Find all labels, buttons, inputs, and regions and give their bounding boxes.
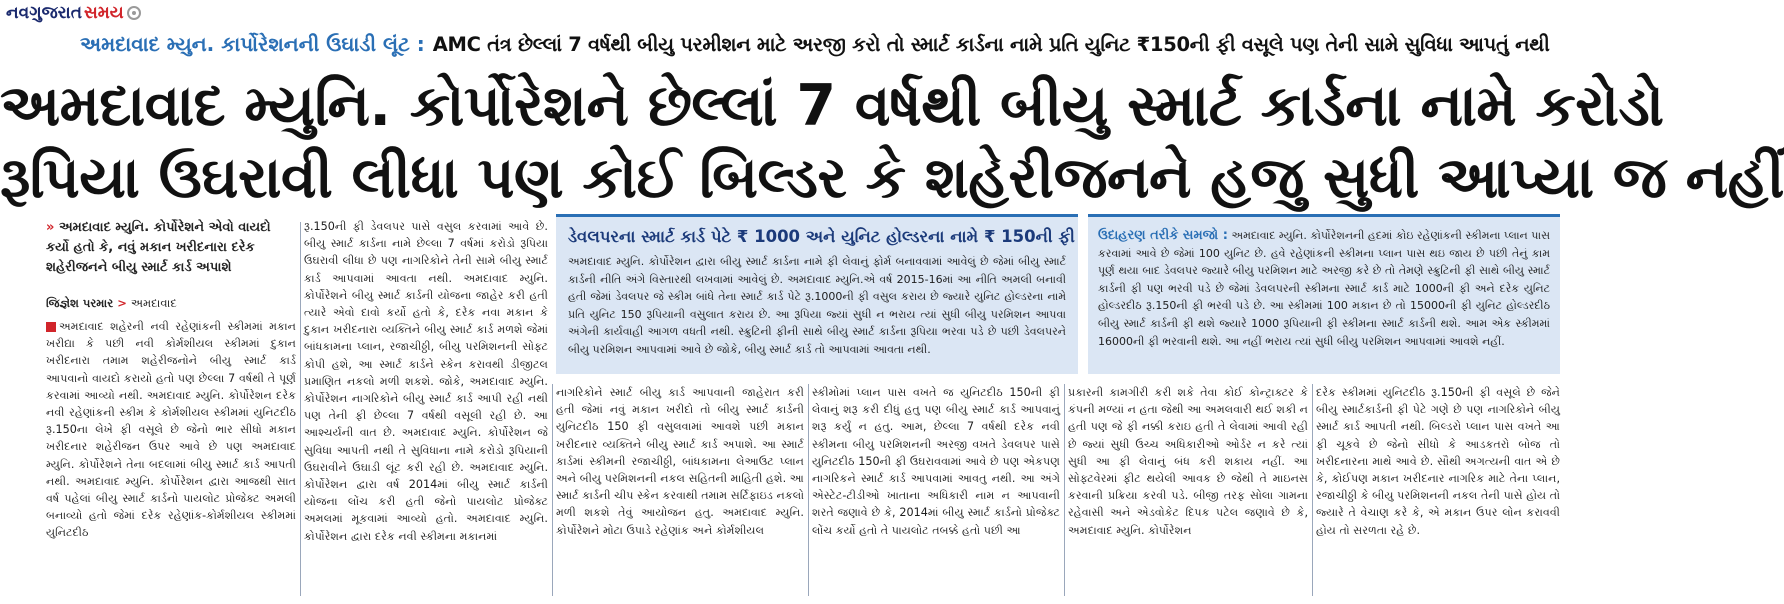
brand-primary: નવગુજરાત xyxy=(6,3,82,23)
deck-text: અમદાવાદ મ્યુનિ. કોર્પોરેશને એવો વાયદો કર્યો હતો કે, નવું મકાન ખરીદનારા દરેક શહેરીજનને બીયુ સ્માર્ટ કાર્ડ અપાશે xyxy=(46,220,271,275)
column-5-text: પ્રકારની કામગીરી કરી શકે તેવા કોઈ કોન્ટ્રાક્ટર કે કંપની મળ્યાં ન હતા જેથી આ અમલવારી થઈ શકી ન હતી પણ જે ફી નક્કી કરાઇ હતી તે લેવામાં આવી રહી છે જ્યાં સુધી ઉચ્ચ અધિકારીઓ ઓર્ડર ન કરે ત્યાં સુધી આ ફી લેવાનું બંધ કરી શકાય નહીં. આ સોફ્ટવેરમાં ફીટ થયેલી આવક છે જેથી તે માઇનસ કરવાની પ્રક્રિયા કરવી પડે. બીજી તરફ સોલા ગામના રહેવાસી અને એડવોકેટ દિપક પટેલ જણાવે છે કે, અમદાવાદ મ્યુનિ. કોર્પોરેશન xyxy=(1068,386,1308,537)
byline-name: જિજ્ઞેશ પરમાર xyxy=(46,296,114,310)
fee-box-title: ડેવલપરના સ્માર્ટ કાર્ડ પેટે ₹ 1000 અને યુનિટ હોલ્ડરના નામે ₹ 150ની ફી xyxy=(568,227,1075,246)
example-box-body: અમદાવાદ મ્યુનિ. કોર્પોરેશનની હદમાં કોઇ રહેણાંકની સ્કીમના પ્લાન પાસ કરવામાં આવે છે જેમાં 100 યુનિટ છે. હવે રહેણાંકની સ્કીમના પ્લાન પાસ થઇ જાય છે પછી તેનું કામ પૂર્ણ થયા બાદ ડેવલપર જ્યારે બીયુ પરમિશન માટે અરજી કરે છે તો તેમણે સ્ક્રુટિની ફી સાથે બીયુ સ્માર્ટ કાર્ડની ફી પણ ભરવી પડે છે જેમાં ડેવલપરની સ્કીમના સ્માર્ટ કાર્ડ માટે 1000ની ફી અને દરેક યુનિટ હોલ્ડરદીઠ રૂ.150ની ફી ભરવી પડે છે. આ સ્કીમમાં 100 મકાન છે તો 15000ની ફી યુનિટ હોલ્ડરદીઠ બીયુ સ્માર્ટ કાર્ડની ફી થશે જ્યારે 1000 રૂપિયાની ફી સ્કીમના સ્માર્ટ કાર્ડની થશે. આમ એક સ્કીમમાં 16000ની ફી ભરવાની થશે. આ નહીં ભરાય ત્યાં સુધી બીયુ પરમિશન આપવામાં આવશે નહીં. xyxy=(1098,229,1550,348)
kicker-lead: અમદાવાદ મ્યુન. કાર્પોરેશનની ઉઘાડી લૂંટ : xyxy=(80,32,425,56)
masthead xyxy=(6,2,141,24)
brand-logo-icon xyxy=(127,6,141,20)
column-3 xyxy=(556,384,804,600)
column-divider xyxy=(1312,384,1313,596)
headline xyxy=(0,70,1784,214)
column-6-text: દરેક સ્કીમમાં યુનિટદીઠ રૂ.150ની ફી વસૂલે છે જેને બીયુ સ્માર્ટકાર્ડની ફી પેટે ગણે છે પણ નાગરિકોને બીયુ સ્માર્ટ કાર્ડ આપતી નથી. બિલ્ડરો પ્લાન પાસ વખતે આ ફી ચૂકવે છે જેનો સીધો કે આડકતરો બોજ તો ખરીદનારના માથે આવે છે. સૌથી અગત્યની વાત એ છે કે, કોઈપણ મકાન ખરીદનાર નાગરિક માટે તેના પ્લાન, રજાચીઠ્ઠી કે બીયુ પરમિશનની નકલ તેની પાસે હોય તો જ્યારે તે વેચાણ કરે કે, એ મકાન ઉપર લોન કરાવવી હોય તો સરળતા રહે છે. xyxy=(1316,386,1560,537)
byline-arrow-icon: > xyxy=(117,296,127,310)
example-box xyxy=(1088,214,1560,374)
headline-line-1: અમદાવાદ મ્યુનિ. કોર્પોરેશને છેલ્લાં 7 વર્ષથી બીયુ સ્માર્ટ કાર્ડના નામે કરોડો xyxy=(0,73,1664,139)
column-4 xyxy=(812,384,1060,600)
fee-box-body: અમદાવાદ મ્યુનિ. કોર્પોરેશન દ્વારા બીયુ સ્માર્ટ કાર્ડના નામે ફી લેવાનું ફોર્મ બનાવવામાં આવેલું છે જેમાં બીયુ સ્માર્ટ કાર્ડની નીતિ અંગે વિસ્તારથી લખવામાં આવેલું છે. અમદાવાદ મ્યુનિ.એ વર્ષ 2015-16માં આ નીતિ અમલી બનાવી હતી જેમાં ડેવલપર જે સ્કીમ બાંધે તેના સ્માર્ટ કાર્ડ પેટે રૂ.1000ની ફી વસુલ કરાય છે જ્યારે યુનિટ હોલ્ડરના નામે પ્રતિ યુનિટ 150 રૂપિયાની વસુલાત કરાય છે. આ રૂપિયા જ્યાં સુધી ન ભરાય ત્યાં સુધી બીયુ પરમિશન આપવા અંગેની કાર્યવાહી આગળ વધતી નથી. સ્ક્રુટિની ફીની સાથે બીયુ સ્માર્ટ કાર્ડના રૂપિયા ભરવા પડે છે પછી ડેવલપરને બીયુ પરમિશન આપવામાં આવે છે જોકે, બીયુ સ્માર્ટ કાર્ડ તો આપવામાં આવતા નથી. xyxy=(568,255,1066,356)
column-6 xyxy=(1316,384,1560,600)
kicker xyxy=(80,26,1560,62)
story-deck xyxy=(46,218,294,278)
headline-line-2: રૂપિયા ઉઘરાવી લીધા પણ કોઈ બિલ્ડર કે શહેરીજનને હજુ સુધી આપ્યા જ નહીં xyxy=(0,145,1784,211)
brand-secondary: સમય xyxy=(83,3,124,23)
column-divider xyxy=(1064,384,1065,596)
column-2 xyxy=(304,218,548,600)
fee-info-box xyxy=(556,214,1078,374)
drop-marker-icon xyxy=(46,322,56,332)
column-divider xyxy=(552,384,553,596)
column-1-text: અમદાવાદ શહેરની નવી રહેણાંકની સ્કીમમાં મકાન ખરીદ્યા કે પછી નવી કોર્મશીયલ સ્કીમમાં દુકાન ખરીદનારા તમામ શહેરીજનોને બીયુ સ્માર્ટ કાર્ડ આપવાનો વાયદો કરાયો હતો પણ છેલ્લા 7 વર્ષથી તે પૂર્ણ કરવામાં આવ્યો નથી. અમદાવાદ મ્યુનિ. કોર્પોરેશન દરેક નવી રહેણાંકની સ્કીમ કે કોર્મશીયલ સ્કીમમાં યુનિટદીઠ રૂ.150ના લેખે ફી વસૂલે છે જેનો ભાર સીધો મકાન ખરીદનાર શહેરીજન ઉપર આવે છે પણ અમદાવાદ મ્યુનિ. કોર્પોરેશને તેના બદલામાં બીયુ સ્માર્ટ કાર્ડ આપતી નથી. અમદાવાદ મ્યુનિ. કોર્પોરેશન દ્વારા આજથી સાત વર્ષ પહેલાં બીયુ સ્માર્ટ કાર્ડનો પાયલોટ પ્રોજેક્ટ અમલી બનાવ્યો હતો જેમાં દરેક રહેણાંક-કોર્મશીયલ સ્કીમમાં યુનિટદીઠ xyxy=(46,320,296,540)
column-divider xyxy=(300,222,301,596)
column-1 xyxy=(46,318,296,600)
column-3-text: નાગરિકોને સ્માર્ટ બીયુ કાર્ડ આપવાની જાહેરાત કરી હતી જેમાં નવું મકાન ખરીદો તો બીયુ સ્માર્ટ કાર્ડની યુનિટદીઠ 150 ફી વસુલવામાં આવશે પછી મકાન ખરીદનાર વ્યક્તિને બીયુ સ્માર્ટ કાર્ડ અપાશે. આ સ્માર્ટ કાર્ડમાં સ્કીમની રજાચીઠ્ઠી, બાંધકામના લેઆઉટ પ્લાન અને બીયુ પરમિશનની નકલ સહિતની માહિતી હશે. આ સ્માર્ટ કાર્ડની ચીપ સ્કેન કરવાથી તમામ સર્ટિફાઇડ નકલો મળી શકશે તેવું આયોજન હતુ. અમદાવાદ મ્યુનિ. કોર્પોરેશને મોટા ઉપાડે રહેણાંક અને કોર્મશીયલ xyxy=(556,386,804,537)
example-box-content xyxy=(1098,227,1550,350)
column-5 xyxy=(1068,384,1308,600)
column-divider xyxy=(808,384,809,596)
example-box-lead: ઉદાહરણ તરીકે સમજો : xyxy=(1098,228,1228,243)
column-2-text: રૂ.150ની ફી ડેવલપર પાસે વસુલ કરવામાં આવે છે. બીયુ સ્માર્ટ કાર્ડના નામે છેલ્લા 7 વર્ષમાં કરોડો રૂપિયા ઉઘરાવી લીધા છે પણ નાગરિકોને તેની સામે બીયુ સ્માર્ટ કાર્ડ આપવામાં આવતા નથી. અમદાવાદ મ્યુનિ. કોર્પોરેશને બીયુ સ્માર્ટ કાર્ડની યોજના જાહેર કરી હતી ત્યારે એવો દાવો કર્યો હતો કે, દરેક નવા મકાન કે દુકાન ખરીદનારા વ્યક્તિને બીયુ સ્માર્ટ કાર્ડ મળશે જેમાં બાંધકામના પ્લાન, રજાચીઠ્ઠી, બીયુ પરમિશનની સોફ્ટ કોપી હશે, આ સ્માર્ટ કાર્ડને સ્કેન કરાવથી ડીજીટલ પ્રમાણિત નકલો મળી શકશે. જોકે, અમદાવાદ મ્યુનિ. કોર્પોરેશન નાગરિકોને બીયુ સ્માર્ટ કાર્ડ આપી રહી નથી પણ તેની ફી છેલ્લા 7 વર્ષથી વસૂલી રહી છે. આ આશ્ચર્યની વાત છે. અમદાવાદ મ્યુનિ. કોર્પોરેશન જે સુવિધા આપતી નથી તે સુવિધાના નામે કરોડો રૂપિયાની ઉઘરાવીને ઉઘાડી લૂંટ કરી રહી છે. અમદાવાદ મ્યુનિ. કોર્પોરેશન દ્વારા વર્ષ 2014માં બીયુ સ્માર્ટ કાર્ડની યોજના લોંચ કરી હતી જેનો પાયલોટ પ્રોજેક્ટ અમલમાં મૂકવામાં આવ્યો હતો. અમદાવાદ મ્યુનિ. કોર્પોરેશન દ્વારા દરેક નવી સ્કીમના મકાનમાં xyxy=(304,220,548,543)
chevron-icon: » xyxy=(46,220,55,235)
byline-location: અમદાવાદ xyxy=(130,296,177,310)
column-4-text: સ્કીમોમાં પ્લાન પાસ વખતે જ યુનિટદીઠ 150ની ફી લેવાનું શરૂ કરી દીધું હતુ પણ બીયુ સ્માર્ટ કાર્ડ આપવાનું શરૂ કર્યું ન હતુ. આમ, છેલ્લા 7 વર્ષથી દરેક નવી સ્કીમના બીયુ પરમિશનની અરજી વખતે ડેવલપર પાસે યુનિટદીઠ 150ની ફી ઉઘરાવવામાં આવે છે પણ એકપણ નાગરિકને સ્માર્ટ કાર્ડ આપવામાં આવતુ નથી. આ અંગે એસ્ટેટ-ટીડીઓ ખાતાના અધિકારી નામ ન આપવાની શરતે જણાવે છે કે, 2014માં બીયુ સ્માર્ટ કાર્ડનો પ્રોજેક્ટ લોંચ કર્યો હતો તે પાયલોટ તબક્કે હતો પછી આ xyxy=(812,386,1060,537)
byline xyxy=(46,296,177,311)
kicker-text: AMC તંત્ર છેલ્લાં 7 વર્ષથી બીયુ પરમીશન માટે અરજી કરો તો સ્માર્ટ કાર્ડના નામે પ્રતિ યુનિટ ₹150ની ફી વસૂલે પણ તેની સામે સુવિધા આપતું નથી xyxy=(432,32,1550,56)
